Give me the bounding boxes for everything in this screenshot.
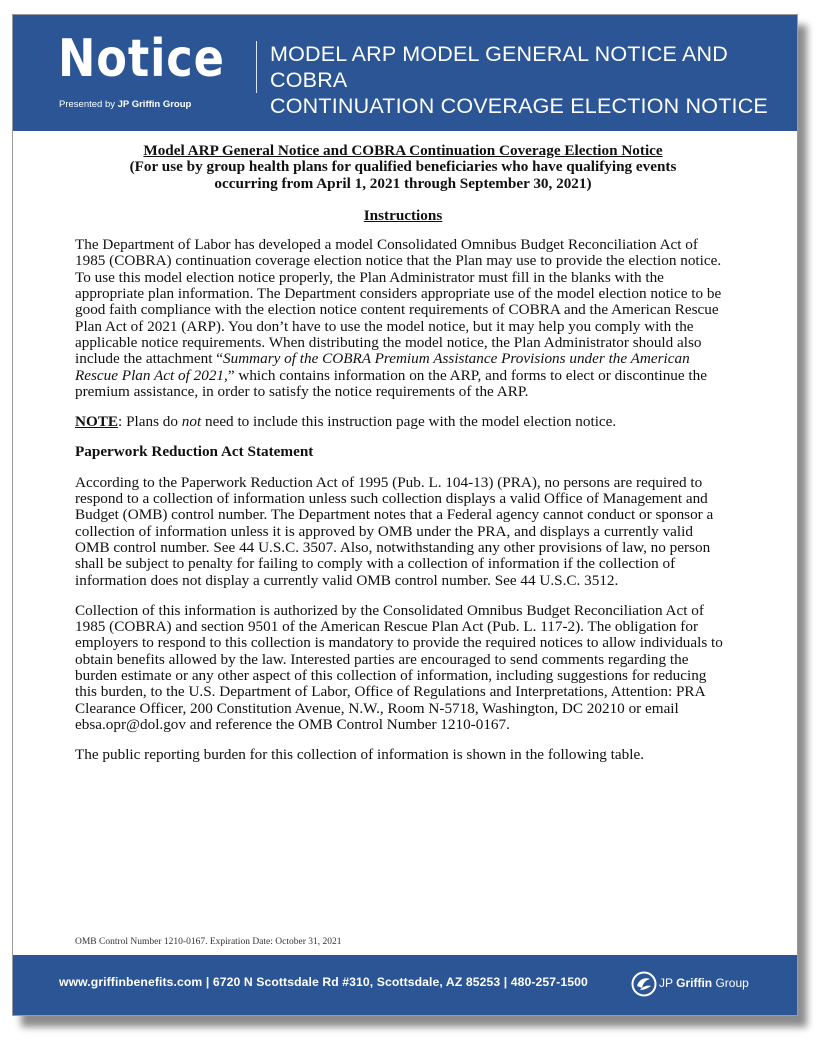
document-title-line-1: Model ARP General Notice and COBRA Continuation Coverage Election Notice xyxy=(143,142,663,159)
instructions-text-b: ” which contains information on the ARP, and forms to elect or discontinue the premium assistance, in order to satisfy the notice requirements of the ARP. xyxy=(75,366,707,400)
note-paragraph xyxy=(75,414,731,430)
header-banner xyxy=(13,15,797,131)
header-title xyxy=(270,41,790,119)
note-label: NOTE xyxy=(75,413,119,431)
omb-footnote: OMB Control Number 1210-0167. Expiration Date: October 31, 2021 xyxy=(75,937,342,947)
logo-bold: Griffin xyxy=(676,976,713,990)
jp-griffin-logo xyxy=(631,970,791,1000)
instructions-paragraph xyxy=(75,237,731,400)
logo-suffix: Group xyxy=(712,976,749,990)
document-title-line-3: occurring from April 1, 2021 through September 30, 2021) xyxy=(214,174,592,192)
document-body xyxy=(75,141,731,778)
presented-by xyxy=(59,99,191,110)
note-emphasis: not xyxy=(181,413,202,431)
pra-heading: Paperwork Reduction Act Statement xyxy=(75,443,314,461)
note-text-b: need to include this instruction page with the model election notice. xyxy=(201,413,617,431)
note-text-a: : Plans do xyxy=(118,413,182,431)
attachment-title: Summary of the COBRA Premium Assistance Provisions under the American Rescue Plan Act of 2021, xyxy=(75,350,690,384)
document-title xyxy=(75,143,731,192)
presented-by-org: JP Griffin Group xyxy=(117,99,192,110)
presented-by-label: Presented by xyxy=(59,99,115,110)
instructions-text-a: The Department of Labor has developed a model Consolidated Omnibus Budget Reconciliation Act of 1985 (COBRA) continuation coverage election notice that the Plan may use to provide the election notice. To use this model election notice properly, the Plan Administrator must fill in the blanks with the appropriate plan information. The Department considers appropriate use of the model election notice to be good faith compliance with the election notice content requirements of COBRA and the American Rescue Plan Act of 2021 (ARP). You don’t have to use the model notice, but it may help you comply with the applicable notice requirements. When distributing the model notice, the Plan Administrator should also include the attachment “ xyxy=(75,236,722,368)
pra-paragraph-1: According to the Paperwork Reduction Act of 1995 (Pub. L. 104-13) (PRA), no persons are required to respond to a collection of information unless such collection displays a valid Office of Management and Budget (OMB) control number. The Department notes that a Federal agency cannot conduct or sponsor a collection of information unless it is approved by OMB under the PRA, and displays a currently valid OMB control number. See 44 U.S.C. 3507. Also, notwithstanding any other provisions of law, no person shall be subject to penalty for failing to comply with a collection of information if the collection of information does not display a currently valid OMB control number. See 44 U.S.C. 3512. xyxy=(75,473,714,589)
header-title-line-2: CONTINUATION COVERAGE ELECTION NOTICE xyxy=(270,94,768,118)
document-title-line-2: (For use by group health plans for qualified beneficiaries who have qualifying events xyxy=(129,158,677,176)
griffin-logo-text xyxy=(659,976,749,990)
pra-paragraph-2: Collection of this information is authorized by the Consolidated Omnibus Budget Reconciliation Act of 1985 (COBRA) and section 9501 of the American Rescue Plan Act (Pub. L. 117-2). The obligation for employers to respond to this collection is mandatory to provide the required notices to allow individuals to obtain benefits allowed by the law. Interested parties are encouraged to send comments regarding the burden estimate or any other aspect of this collection of information, including suggestions for reducing this burden, to the U.S. Department of Labor, Office of Regulations and Interpretations, Attention: PRA Clearance Officer, 200 Constitution Avenue, N.W., Room N-5718, Washington, DC 20210 or email ebsa.opr@dol.gov and reference the OMB Control Number 1210-0167. xyxy=(75,601,723,733)
footer-banner xyxy=(13,955,797,1015)
footer-contact: www.griffinbenefits.com | 6720 N Scottsdale Rd #310, Scottsdale, AZ 85253 | 480-257-1500 xyxy=(59,975,588,989)
header-divider xyxy=(256,41,257,93)
header-title-line-1: MODEL ARP MODEL GENERAL NOTICE AND COBRA xyxy=(270,42,729,92)
document-page xyxy=(12,14,798,1016)
logo-prefix: JP xyxy=(659,976,677,990)
instructions-heading: Instructions xyxy=(363,206,443,224)
notice-brand-logo: Notice xyxy=(58,29,225,89)
pra-paragraph-3: The public reporting burden for this collection of information is shown in the following table. xyxy=(75,746,644,764)
griffin-logo-icon xyxy=(631,971,657,997)
